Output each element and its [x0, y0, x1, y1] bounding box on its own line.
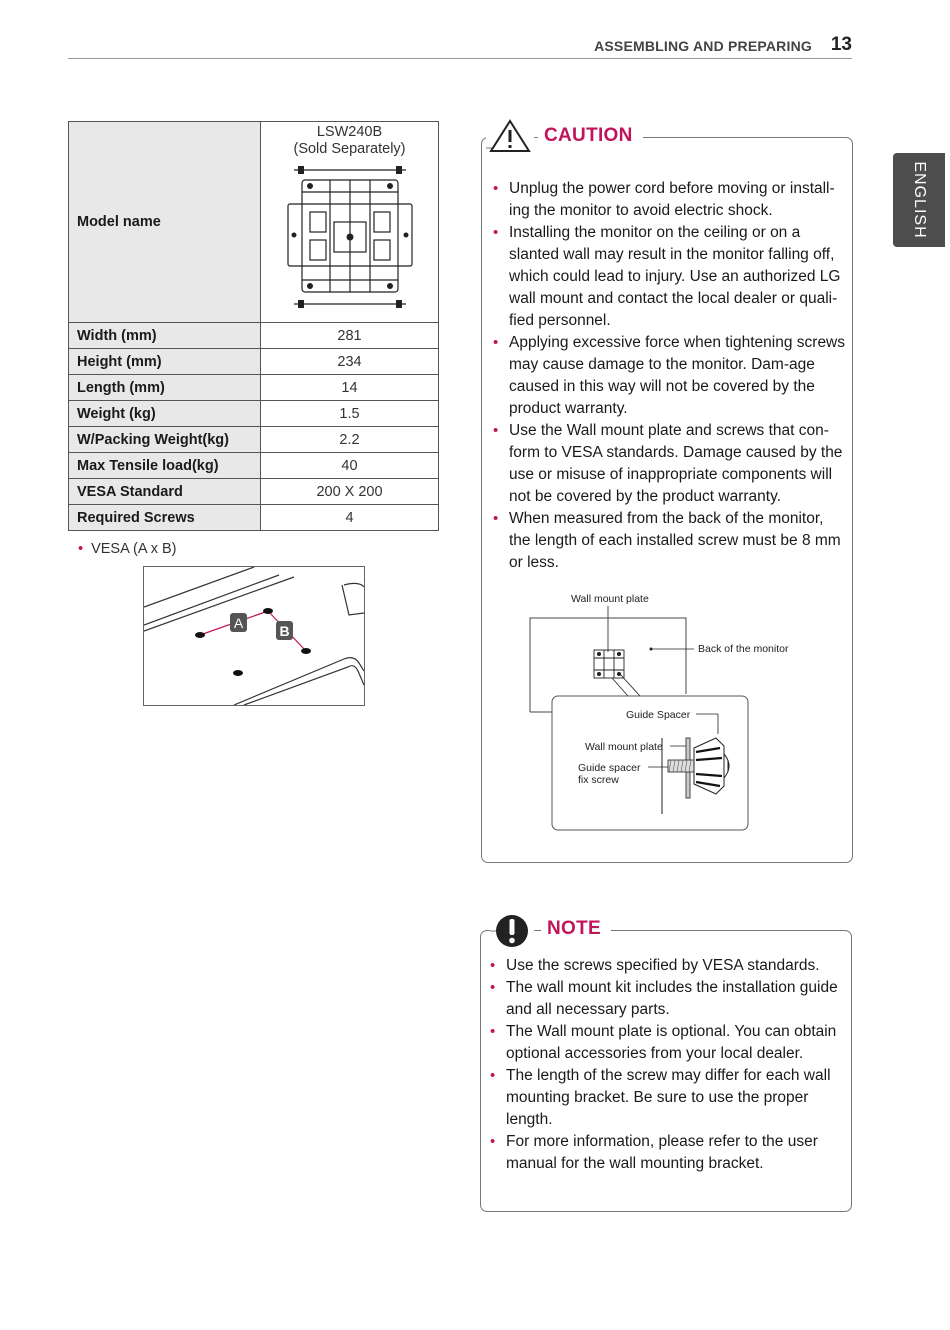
list-item: • For more information, please refer to the user manual for the wall mounting bracket.	[488, 1131, 844, 1175]
list-item: • Installing the monitor on the ceiling or on a slanted wall may result in the monitor falling off, which could lead to injury. Use an authorized LG wall mount and contact the local dealer or quali-fied personnel.	[491, 222, 849, 332]
model-name-label: Model name	[69, 122, 261, 323]
list-item: • The length of the screw may differ for each wall mounting bracket. Be sure to use the proper length.	[488, 1065, 844, 1131]
label-a-badge	[230, 613, 247, 632]
row-label: Width (mm)	[69, 323, 261, 349]
table-row	[69, 122, 439, 323]
row-label: Length (mm)	[69, 375, 261, 401]
wall-mount-plate-top-label: Wall mount plate	[571, 593, 649, 605]
table-row	[69, 401, 439, 427]
section-title: ASSEMBLING AND PREPARING	[594, 38, 812, 54]
back-of-monitor-label: Back of the monitor	[698, 643, 789, 655]
row-value: 281	[261, 323, 439, 349]
list-item: • The wall mount kit includes the installation guide and all necessary parts.	[488, 977, 844, 1021]
vesa-label	[78, 541, 177, 557]
row-label: W/Packing Weight(kg)	[69, 427, 261, 453]
model-note: (Sold Separately)	[293, 141, 406, 157]
list-item: • Applying excessive force when tightening screws may cause damage to the monitor. Dam-age caused in this way will not be covered by the product warranty.	[491, 332, 849, 420]
bullet-icon: •	[78, 541, 84, 557]
list-item: • The Wall mount plate is optional. You can obtain optional accessories from your local dealer.	[488, 1021, 844, 1065]
row-label: Weight (kg)	[69, 401, 261, 427]
table-row	[69, 323, 439, 349]
row-label: Height (mm)	[69, 349, 261, 375]
small-bracket-icon	[594, 650, 624, 678]
row-label: Max Tensile load(kg)	[69, 453, 261, 479]
language-tab	[893, 153, 945, 247]
wall-mount-bracket-illustration	[280, 162, 420, 312]
model-name: LSW240B	[316, 124, 383, 140]
guide-spacer-fix-screw-label-2: fix screw	[578, 774, 619, 786]
exclamation-circle-icon	[490, 911, 534, 949]
guide-spacer-label: Guide Spacer	[626, 709, 691, 721]
table-row	[69, 349, 439, 375]
row-value: 14	[261, 375, 439, 401]
caution-title: CAUTION	[538, 125, 643, 147]
row-value: 4	[261, 505, 439, 531]
list-item: • Use the Wall mount plate and screws that con-form to VESA standards. Damage caused by the use or misuse of inappropriate components will not be covered by the product warranty.	[491, 420, 849, 508]
page-header	[68, 36, 852, 59]
vesa-figure	[143, 566, 365, 706]
row-label: VESA Standard	[69, 479, 261, 505]
model-cell	[261, 122, 439, 323]
guide-spacer-fix-screw-label-1: Guide spacer	[578, 762, 641, 774]
label-a: A	[233, 615, 244, 631]
table-row	[69, 375, 439, 401]
language-tab-label: ENGLISH	[911, 161, 928, 239]
warning-triangle-icon	[486, 118, 534, 154]
row-value: 234	[261, 349, 439, 375]
table-row	[69, 453, 439, 479]
vesa-illustration	[144, 567, 364, 705]
wall-mount-plate-label: Wall mount plate	[585, 741, 663, 753]
caution-list	[491, 178, 849, 574]
spec-table	[68, 121, 439, 531]
row-value: 40	[261, 453, 439, 479]
label-b-badge	[276, 621, 293, 640]
row-value: 200 X 200	[261, 479, 439, 505]
table-row	[69, 479, 439, 505]
table-row	[69, 427, 439, 453]
list-item: • Use the screws specified by VESA standards.	[488, 955, 844, 977]
row-value: 1.5	[261, 401, 439, 427]
note-list	[488, 955, 844, 1175]
note-title: NOTE	[541, 918, 611, 940]
installation-diagram	[528, 588, 818, 834]
list-item: • When measured from the back of the monitor, the length of each installed screw must be 8 mm or less.	[491, 508, 849, 574]
vesa-label-text: VESA (A x B)	[91, 541, 177, 557]
page-number: 13	[830, 34, 852, 55]
list-item: • Unplug the power cord before moving or install-ing the monitor to avoid electric shock.	[491, 178, 849, 222]
row-value: 2.2	[261, 427, 439, 453]
row-label: Required Screws	[69, 505, 261, 531]
label-b: B	[279, 623, 290, 639]
table-row	[69, 505, 439, 531]
